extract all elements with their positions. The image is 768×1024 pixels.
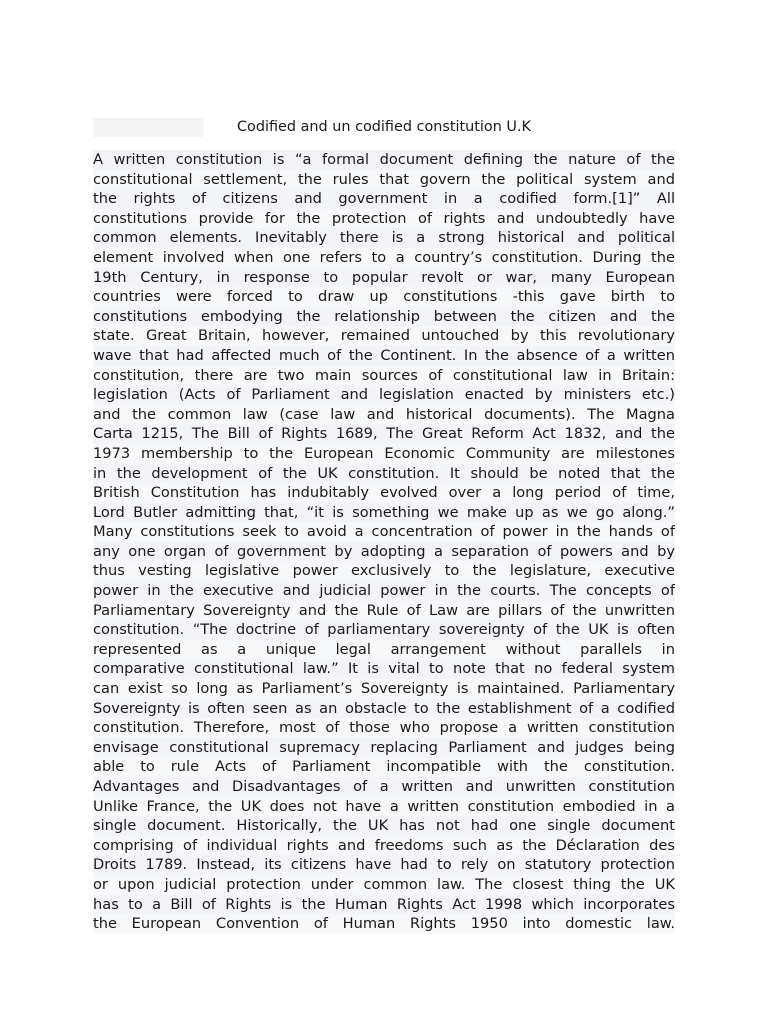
body-text-line: 1973 membership to the European Economic Community are milestones [93, 444, 675, 462]
body-text-line: wave that had affected much of the Continent. In the absence of a written [93, 346, 675, 364]
body-text-line: Many constitutions seek to avoid a concentration of power in the hands of [93, 523, 675, 541]
body-text-line: state. Great Britain, however, remained untouched by this revolutionary [93, 327, 675, 345]
body-text-line: or upon judicial protection under common law. The closest thing the UK [93, 875, 675, 893]
body-text-line: Lord Butler admitting that, “it is something we make up as we go along.” [93, 503, 675, 521]
body-text-line: single document. Historically, the UK has not had one single document [93, 817, 675, 835]
body-text-line: power in the executive and judicial power in the courts. The concepts of [93, 582, 675, 600]
body-text-line: the European Convention of Human Rights 1950 into domestic law. [93, 915, 675, 933]
body-text-line: element involved when one refers to a country’s constitution. During the [93, 248, 675, 266]
body-text-line: Parliamentary Sovereignty and the Rule of Law are pillars of the unwritten [93, 601, 675, 619]
body-text-line: thus vesting legislative power exclusively to the legislature, executive [93, 562, 675, 580]
body-text-line: able to rule Acts of Parliament incompatible with the constitution. [93, 758, 675, 776]
body-text-line: constitution. Therefore, most of those who propose a written constitution [93, 719, 675, 737]
document-title: Codified and un codified constitution U.K [237, 119, 531, 135]
body-text-line: can exist so long as Parliament’s Sovereignty is maintained. Parliamentary [93, 680, 675, 698]
body-text-line: has to a Bill of Rights is the Human Rights Act 1998 which incorporates [93, 895, 675, 913]
body-text-line: Carta 1215, The Bill of Rights 1689, The Great Reform Act 1832, and the [93, 425, 675, 443]
body-text-line: Droits 1789. Instead, its citizens have had to rely on statutory protection [93, 856, 675, 874]
body-text-line: comprising of individual rights and freedoms such as the Déclaration des [93, 836, 675, 854]
body-text-line: envisage constitutional supremacy replacing Parliament and judges being [93, 738, 675, 756]
body-text-line: and the common law (case law and historical documents). The Magna [93, 405, 675, 423]
body-text-line: constitutions embodying the relationship between the citizen and the [93, 307, 675, 325]
body-text-line: British Constitution has indubitably evolved over a long period of time, [93, 484, 675, 502]
body-text-line: legislation (Acts of Parliament and legislation enacted by ministers etc.) [93, 386, 675, 404]
body-text-line: 19th Century, in response to popular revolt or war, many European [93, 268, 675, 286]
body-text-line: in the development of the UK constitution. It should be noted that the [93, 464, 675, 482]
document-body [93, 150, 675, 934]
body-text-line: represented as a unique legal arrangement without parallels in [93, 640, 675, 658]
body-text-line: common elements. Inevitably there is a strong historical and political [93, 229, 675, 247]
body-text-line: constitution. “The doctrine of parliamentary sovereignty of the UK is often [93, 621, 675, 639]
body-text-line: countries were forced to draw up constitutions -this gave birth to [93, 288, 675, 306]
body-text-line: constitutional settlement, the rules that govern the political system and [93, 170, 675, 188]
body-text-line: Unlike France, the UK does not have a written constitution embodied in a [93, 797, 675, 815]
body-text-line: Advantages and Disadvantages of a written and unwritten constitution [93, 778, 675, 795]
body-text-line: Sovereignty is often seen as an obstacle to the establishment of a codified [93, 699, 675, 717]
body-text-line: any one organ of government by adopting a separation of powers and by [93, 542, 675, 560]
body-text-line: constitution, there are two main sources of constitutional law in Britain: [93, 366, 675, 384]
body-text-line: comparative constitutional law.” It is vital to note that no federal system [93, 660, 675, 678]
body-text-line: A written constitution is “a formal document defining the nature of the [93, 151, 675, 168]
body-text-line: constitutions provide for the protection of rights and undoubtedly have [93, 209, 675, 227]
body-text-line: the rights of citizens and government in a codified form.[1]” All [93, 190, 675, 208]
